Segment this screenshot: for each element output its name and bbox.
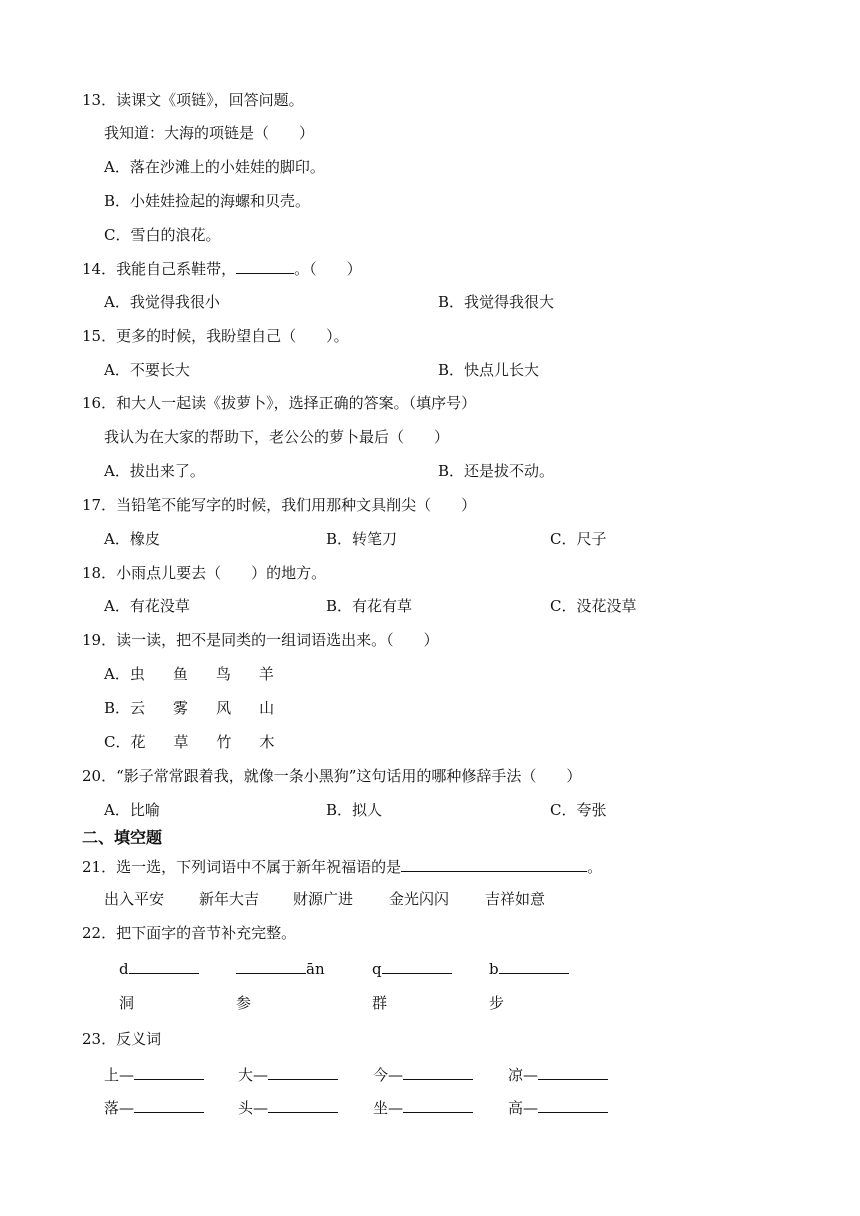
- q21-word: 金光闪闪: [389, 890, 450, 908]
- q13-sub: 我知道：大海的项链是（ ）: [104, 124, 315, 142]
- antonym-word: 头—: [238, 1099, 269, 1117]
- q22-pinyin-1[interactable]: [119, 958, 199, 979]
- antonym-blank[interactable]: [268, 1064, 338, 1080]
- antonym-blank[interactable]: [134, 1097, 204, 1113]
- q17-option-a[interactable]: A．橡皮: [104, 530, 160, 548]
- antonym-item[interactable]: [238, 1097, 338, 1118]
- q18-option-a[interactable]: A．有花没草: [104, 597, 190, 615]
- q15-option-b[interactable]: B．快点儿长大: [438, 361, 540, 379]
- q17-stem: 17．当铅笔不能写字的时候，我们用那种文具削尖（ ）: [82, 496, 477, 514]
- pinyin-prefix: d: [119, 960, 129, 978]
- antonym-item[interactable]: [104, 1064, 204, 1085]
- q21-word: 新年大吉: [199, 890, 260, 908]
- antonym-item[interactable]: [373, 1097, 473, 1118]
- antonym-item[interactable]: [104, 1097, 204, 1118]
- pinyin-blank[interactable]: [129, 958, 199, 974]
- pinyin-prefix: q: [372, 960, 382, 978]
- pinyin-blank[interactable]: [499, 958, 569, 974]
- option-label: A．: [104, 665, 130, 683]
- pinyin-suffix: ān: [306, 960, 325, 978]
- q18-option-c[interactable]: C．没花没草: [550, 597, 637, 615]
- word: 鸟: [215, 665, 231, 683]
- q13-stem: 13．读课文《项链》，回答问题。: [82, 91, 304, 109]
- word: 风: [216, 699, 232, 717]
- q13-option-a[interactable]: A．落在沙滩上的小娃娃的脚印。: [104, 158, 325, 176]
- q21-stem: [82, 856, 602, 877]
- q21-blank[interactable]: [401, 856, 587, 872]
- q23-stem: 23．反义词: [82, 1030, 162, 1048]
- word: 木: [259, 733, 275, 751]
- section-heading: 二、填空题: [82, 828, 163, 847]
- q21-word: 吉祥如意: [485, 890, 546, 908]
- pinyin-prefix: b: [489, 960, 499, 978]
- q19-option-b[interactable]: [104, 698, 274, 718]
- antonym-blank[interactable]: [134, 1064, 204, 1080]
- word: 山: [259, 699, 275, 717]
- word: 雾: [173, 699, 189, 717]
- word: 草: [173, 733, 189, 751]
- antonym-item[interactable]: [238, 1064, 338, 1085]
- antonym-word: 落—: [104, 1099, 135, 1117]
- word: 云: [130, 699, 146, 717]
- q18-option-b[interactable]: B．有花有草: [326, 597, 413, 615]
- q22-char: 洞: [119, 994, 135, 1012]
- antonym-blank[interactable]: [403, 1064, 473, 1080]
- pinyin-blank[interactable]: [382, 958, 452, 974]
- q17-option-c[interactable]: C．尺子: [550, 530, 607, 548]
- q17-option-b[interactable]: B．转笔刀: [326, 530, 398, 548]
- word: 花: [130, 733, 146, 751]
- q22-stem: 22．把下面字的音节补充完整。: [82, 924, 297, 942]
- antonym-word: 上—: [104, 1066, 135, 1084]
- q20-option-c[interactable]: C．夸张: [550, 801, 607, 819]
- antonym-word: 今—: [373, 1066, 404, 1084]
- q15-option-a[interactable]: A．不要长大: [104, 361, 190, 379]
- q19-option-a[interactable]: [104, 664, 274, 684]
- q20-option-b[interactable]: B．拟人: [326, 801, 383, 819]
- q14-stem-post: 。（ ）: [294, 260, 362, 278]
- q21-word: 出入平安: [104, 890, 165, 908]
- antonym-item[interactable]: [373, 1064, 473, 1085]
- antonym-blank[interactable]: [538, 1064, 608, 1080]
- option-label: C．: [104, 733, 131, 751]
- antonym-blank[interactable]: [403, 1097, 473, 1113]
- q16-option-a[interactable]: A．拔出来了。: [104, 462, 205, 480]
- word: 虫: [129, 665, 145, 683]
- antonym-word: 高—: [508, 1099, 539, 1117]
- q16-option-b[interactable]: B．还是拔不动。: [438, 462, 555, 480]
- q18-stem: 18．小雨点儿要去（ ）的地方。: [82, 564, 327, 582]
- q21-word: 财源广进: [293, 890, 354, 908]
- q16-sub: 我认为在大家的帮助下，老公公的萝卜最后（ ）: [104, 428, 450, 446]
- word: 鱼: [172, 665, 188, 683]
- antonym-item[interactable]: [508, 1097, 608, 1118]
- q13-option-b[interactable]: B．小娃娃捡起的海螺和贝壳。: [104, 192, 311, 210]
- q13-option-c[interactable]: C．雪白的浪花。: [104, 226, 221, 244]
- q22-char: 参: [236, 994, 252, 1012]
- q14-option-a[interactable]: A．我觉得我很小: [104, 293, 220, 311]
- q22-pinyin-2[interactable]: [236, 958, 325, 979]
- q22-char: 群: [372, 994, 388, 1012]
- q14-stem: [82, 258, 362, 279]
- q22-char: 步: [489, 994, 505, 1012]
- q20-stem: 20．“影子常常跟着我，就像一条小黑狗”这句话用的哪种修辞手法（ ）: [82, 767, 582, 785]
- q14-option-b[interactable]: B．我觉得我很大: [438, 293, 555, 311]
- q21-stem-end: 。: [587, 858, 603, 876]
- q16-stem: 16．和大人一起读《拔萝卜》，选择正确的答案。（填序号）: [82, 394, 477, 412]
- antonym-word: 坐—: [373, 1099, 404, 1117]
- q14-stem-pre: 14．我能自己系鞋带，: [82, 260, 237, 278]
- antonym-word: 大—: [238, 1066, 269, 1084]
- q20-option-a[interactable]: A．比喻: [104, 801, 160, 819]
- q21-stem-text: 21．选一选，下列词语中不属于新年祝福语的是: [82, 858, 402, 876]
- antonym-word: 凉—: [508, 1066, 539, 1084]
- option-label: B．: [104, 699, 131, 717]
- word: 竹: [216, 733, 232, 751]
- q19-stem: 19．读一读，把不是同类的一组词语选出来。（ ）: [82, 631, 439, 649]
- q22-pinyin-3[interactable]: [372, 958, 452, 979]
- pinyin-blank[interactable]: [236, 958, 306, 974]
- q15-stem: 15．更多的时候，我盼望自己（ ）。: [82, 327, 349, 345]
- q19-option-c[interactable]: [104, 732, 275, 752]
- antonym-item[interactable]: [508, 1064, 608, 1085]
- q22-pinyin-4[interactable]: [489, 958, 569, 979]
- antonym-blank[interactable]: [268, 1097, 338, 1113]
- antonym-blank[interactable]: [538, 1097, 608, 1113]
- word: 羊: [258, 665, 274, 683]
- q14-blank[interactable]: [236, 258, 294, 274]
